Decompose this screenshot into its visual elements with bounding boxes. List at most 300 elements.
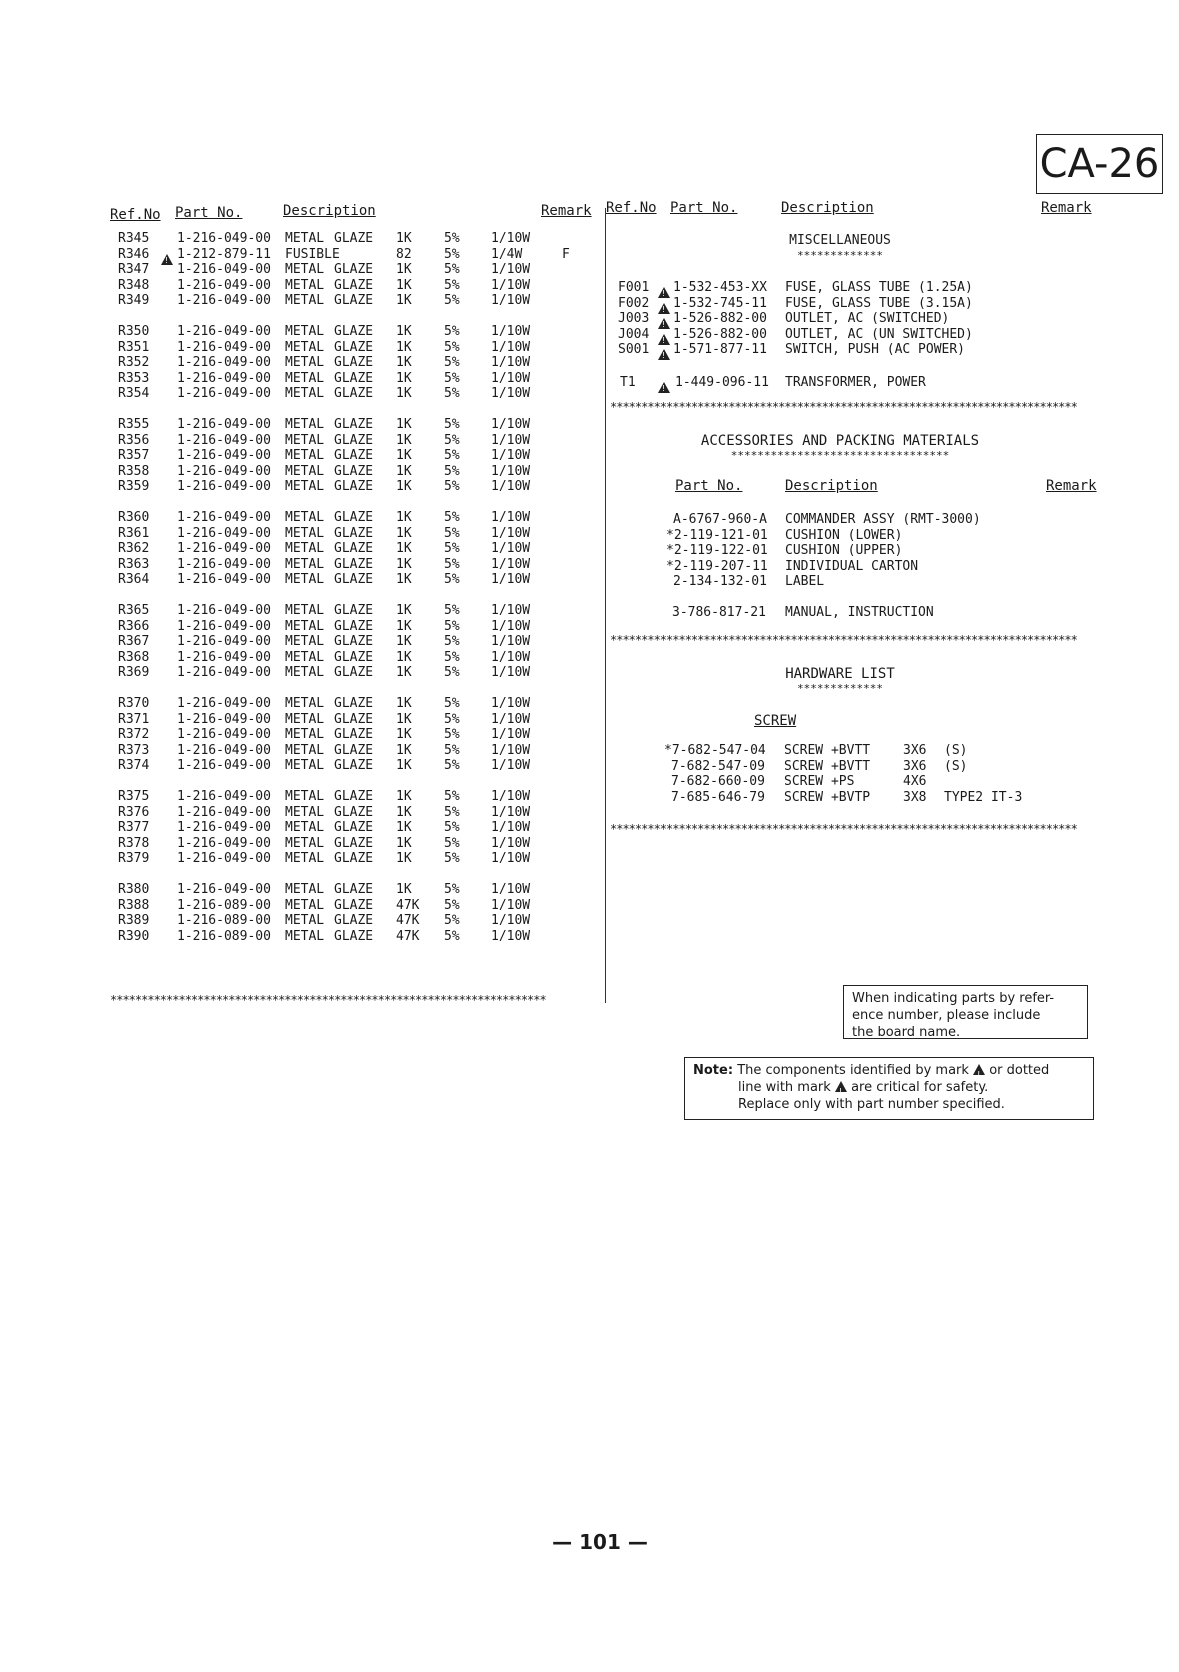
desc-2: GLAZE bbox=[334, 897, 374, 913]
tolerance: 5% bbox=[444, 649, 460, 665]
wattage: 1/10W bbox=[491, 386, 531, 402]
ref: R354 bbox=[118, 386, 150, 402]
desc-1: METAL bbox=[285, 913, 325, 929]
left-header-ref: Ref.No bbox=[110, 207, 161, 223]
desc-2: GLAZE bbox=[334, 665, 374, 681]
desc-1: METAL bbox=[285, 324, 325, 339]
value: 1K bbox=[396, 882, 412, 897]
table-row bbox=[118, 448, 608, 464]
desc: CUSHION (UPPER) bbox=[785, 543, 903, 559]
desc-2: GLAZE bbox=[334, 277, 374, 293]
desc: CUSHION (LOWER) bbox=[785, 527, 903, 543]
desc-2: GLAZE bbox=[334, 928, 374, 944]
tolerance: 5% bbox=[444, 835, 460, 851]
tolerance: 5% bbox=[444, 262, 460, 278]
value: 1K bbox=[396, 479, 412, 495]
desc-2: GLAZE bbox=[334, 634, 374, 650]
wattage: 1/10W bbox=[491, 370, 531, 386]
tolerance: 5% bbox=[444, 913, 460, 929]
ref: R367 bbox=[118, 634, 150, 650]
part: 1-571-877-11 bbox=[673, 342, 767, 358]
value: 1K bbox=[396, 324, 412, 339]
desc-1: METAL bbox=[285, 696, 325, 711]
ref: J003 bbox=[618, 311, 650, 327]
desc: SCREW +BVTT bbox=[784, 743, 871, 758]
wattage: 1/10W bbox=[491, 293, 531, 309]
part: 1-216-049-00 bbox=[177, 448, 271, 464]
table-row bbox=[118, 278, 608, 294]
tolerance: 5% bbox=[444, 665, 460, 681]
right-separator-1: *************************************************************************** bbox=[610, 400, 1077, 414]
desc-2: GLAZE bbox=[334, 804, 374, 820]
desc-1: METAL bbox=[285, 510, 325, 525]
value: 1K bbox=[396, 231, 412, 246]
note: TYPE2 IT-3 bbox=[944, 789, 1023, 805]
wattage: 1/10W bbox=[491, 262, 531, 278]
desc-1: METAL bbox=[285, 386, 325, 402]
wattage: 1/10W bbox=[491, 339, 531, 355]
desc-1: METAL bbox=[285, 277, 325, 293]
table-row bbox=[118, 479, 608, 495]
tolerance: 5% bbox=[444, 246, 460, 262]
part: 1-216-049-00 bbox=[177, 510, 271, 525]
safety-line1b: or dotted bbox=[989, 1063, 1050, 1078]
ref: R346 bbox=[118, 246, 150, 262]
ref: R390 bbox=[118, 928, 150, 944]
desc: SCREW +PS bbox=[784, 774, 855, 790]
wattage: 1/10W bbox=[491, 603, 531, 618]
ref: R372 bbox=[118, 727, 150, 743]
wattage: 1/10W bbox=[491, 913, 531, 929]
ref: F002 bbox=[618, 295, 650, 311]
tolerance: 5% bbox=[444, 634, 460, 650]
table-row bbox=[118, 743, 608, 759]
desc-1: METAL bbox=[285, 711, 325, 727]
table-row bbox=[118, 929, 608, 945]
desc: SCREW +BVTT bbox=[784, 758, 871, 774]
tolerance: 5% bbox=[444, 603, 460, 618]
table-row bbox=[118, 417, 608, 433]
acc-header-remark: Remark bbox=[1046, 478, 1097, 494]
desc: FUSE, GLASS TUBE (3.15A) bbox=[785, 295, 973, 311]
ref: R364 bbox=[118, 572, 150, 588]
desc-2: GLAZE bbox=[334, 448, 374, 464]
desc-2: GLAZE bbox=[334, 913, 374, 929]
desc-1: METAL bbox=[285, 339, 325, 355]
part: 1-216-049-00 bbox=[177, 727, 271, 743]
ref: R388 bbox=[118, 897, 150, 913]
value: 1K bbox=[396, 649, 412, 665]
part: 1-216-049-00 bbox=[177, 742, 271, 758]
desc-2: GLAZE bbox=[334, 386, 374, 402]
part: *2-119-122-01 bbox=[666, 543, 768, 559]
part: 1-216-049-00 bbox=[177, 882, 271, 897]
wattage: 1/10W bbox=[491, 897, 531, 913]
tolerance: 5% bbox=[444, 928, 460, 944]
ref: R368 bbox=[118, 649, 150, 665]
part: 1-449-096-11 bbox=[675, 375, 769, 390]
value: 1K bbox=[396, 556, 412, 572]
ref: R349 bbox=[118, 293, 150, 309]
part: 1-216-049-00 bbox=[177, 324, 271, 339]
ref: R369 bbox=[118, 665, 150, 681]
ref: T1 bbox=[620, 375, 636, 390]
safety-line1a: The components identified by mark bbox=[737, 1063, 969, 1078]
desc-1: METAL bbox=[285, 758, 325, 774]
desc-1: METAL bbox=[285, 370, 325, 386]
wattage: 1/10W bbox=[491, 525, 531, 541]
table-row bbox=[118, 324, 608, 340]
ref: R376 bbox=[118, 804, 150, 820]
part: 1-216-049-00 bbox=[177, 386, 271, 402]
table-row bbox=[118, 340, 608, 356]
desc-1: METAL bbox=[285, 262, 325, 278]
wattage: 1/10W bbox=[491, 618, 531, 634]
value: 1K bbox=[396, 804, 412, 820]
value: 1K bbox=[396, 835, 412, 851]
value: 1K bbox=[396, 432, 412, 448]
misc-row bbox=[618, 311, 1098, 327]
part: 1-216-049-00 bbox=[177, 835, 271, 851]
table-row bbox=[118, 898, 608, 914]
value: 1K bbox=[396, 525, 412, 541]
table-row bbox=[118, 557, 608, 573]
part: 1-216-049-00 bbox=[177, 293, 271, 309]
part: 1-216-049-00 bbox=[177, 851, 271, 867]
desc-2: GLAZE bbox=[334, 727, 374, 743]
ref: R357 bbox=[118, 448, 150, 464]
wattage: 1/10W bbox=[491, 277, 531, 293]
warning-icon bbox=[835, 1080, 847, 1095]
desc: SWITCH, PUSH (AC POWER) bbox=[785, 342, 966, 358]
list-item bbox=[664, 790, 1084, 806]
wattage: 1/10W bbox=[491, 510, 531, 525]
tolerance: 5% bbox=[444, 277, 460, 293]
accessories-title: ACCESSORIES AND PACKING MATERIALS bbox=[700, 433, 980, 449]
desc-2: GLAZE bbox=[334, 758, 374, 774]
value: 47K bbox=[396, 913, 420, 929]
list-item bbox=[666, 574, 1086, 590]
desc-2: GLAZE bbox=[334, 882, 374, 897]
part: 1-216-049-00 bbox=[177, 541, 271, 557]
tolerance: 5% bbox=[444, 851, 460, 867]
ref: R347 bbox=[118, 262, 150, 278]
ref: R374 bbox=[118, 758, 150, 774]
wattage: 1/10W bbox=[491, 463, 531, 479]
list-item bbox=[666, 559, 1086, 575]
desc-2: GLAZE bbox=[334, 262, 374, 278]
wattage: 1/10W bbox=[491, 417, 531, 432]
wattage: 1/10W bbox=[491, 448, 531, 464]
value: 47K bbox=[396, 928, 420, 944]
wattage: 1/10W bbox=[491, 742, 531, 758]
tolerance: 5% bbox=[444, 758, 460, 774]
wattage: 1/10W bbox=[491, 649, 531, 665]
misc-row bbox=[618, 296, 1098, 312]
desc-1: METAL bbox=[285, 649, 325, 665]
desc-2: GLAZE bbox=[334, 711, 374, 727]
hardware-title: HARDWARE LIST bbox=[785, 666, 895, 682]
list-item bbox=[666, 528, 1086, 544]
desc-2: GLAZE bbox=[334, 463, 374, 479]
acc-row-manual bbox=[672, 605, 1092, 621]
desc-1: METAL bbox=[285, 541, 325, 557]
part: 1-216-089-00 bbox=[177, 897, 271, 913]
desc-2: GLAZE bbox=[334, 339, 374, 355]
table-row bbox=[118, 805, 608, 821]
value: 1K bbox=[396, 711, 412, 727]
desc-2: GLAZE bbox=[334, 541, 374, 557]
desc-1: METAL bbox=[285, 432, 325, 448]
misc-title: MISCELLANEOUS bbox=[789, 233, 891, 248]
desc-1: METAL bbox=[285, 603, 325, 618]
wattage: 1/10W bbox=[491, 479, 531, 495]
desc-1: METAL bbox=[285, 463, 325, 479]
reference-note-box bbox=[843, 985, 1088, 1039]
safety-line2b: are critical for safety. bbox=[851, 1080, 989, 1095]
desc-1: METAL bbox=[285, 417, 325, 432]
tolerance: 5% bbox=[444, 789, 460, 804]
note: (S) bbox=[944, 758, 968, 774]
desc-1: METAL bbox=[285, 928, 325, 944]
table-row bbox=[118, 541, 608, 557]
table-row bbox=[118, 789, 608, 805]
part: 1-216-049-00 bbox=[177, 463, 271, 479]
part: 1-216-049-00 bbox=[177, 355, 271, 371]
desc-1: METAL bbox=[285, 293, 325, 309]
table-row bbox=[118, 913, 608, 929]
value: 1K bbox=[396, 510, 412, 525]
desc-1: FUSIBLE bbox=[285, 246, 340, 262]
desc-2: GLAZE bbox=[334, 618, 374, 634]
value: 1K bbox=[396, 696, 412, 711]
ref: R370 bbox=[118, 696, 150, 711]
list-item bbox=[664, 759, 1084, 775]
desc-2: GLAZE bbox=[334, 417, 374, 432]
desc-2: GLAZE bbox=[334, 649, 374, 665]
desc-2: GLAZE bbox=[334, 525, 374, 541]
table-row bbox=[118, 696, 608, 712]
tolerance: 5% bbox=[444, 293, 460, 309]
part: 2-134-132-01 bbox=[673, 574, 767, 590]
value: 1K bbox=[396, 339, 412, 355]
tolerance: 5% bbox=[444, 742, 460, 758]
tolerance: 5% bbox=[444, 618, 460, 634]
wattage: 1/10W bbox=[491, 556, 531, 572]
misc-row bbox=[618, 280, 1098, 296]
table-row bbox=[118, 231, 608, 247]
part: A-6767-960-A bbox=[673, 512, 767, 527]
ref: R380 bbox=[118, 882, 150, 897]
remark: F bbox=[562, 246, 570, 262]
value: 1K bbox=[396, 448, 412, 464]
ref: R378 bbox=[118, 835, 150, 851]
ref: R389 bbox=[118, 913, 150, 929]
table-row bbox=[118, 572, 608, 588]
tolerance: 5% bbox=[444, 556, 460, 572]
desc-1: METAL bbox=[285, 618, 325, 634]
hardware-subtitle: SCREW bbox=[754, 713, 797, 729]
desc-2: GLAZE bbox=[334, 432, 374, 448]
desc-2: GLAZE bbox=[334, 603, 374, 618]
part: 1-216-049-00 bbox=[177, 262, 271, 278]
desc-2: GLAZE bbox=[334, 355, 374, 371]
table-row bbox=[118, 603, 608, 619]
left-separator: ********************************************************************** bbox=[110, 993, 546, 1007]
value: 1K bbox=[396, 386, 412, 402]
wattage: 1/10W bbox=[491, 711, 531, 727]
wattage: 1/10W bbox=[491, 541, 531, 557]
desc: TRANSFORMER, POWER bbox=[785, 375, 926, 390]
desc-2: GLAZE bbox=[334, 231, 374, 246]
ref: R362 bbox=[118, 541, 150, 557]
right-separator-2: *************************************************************************** bbox=[610, 633, 1077, 647]
desc: MANUAL, INSTRUCTION bbox=[785, 605, 934, 620]
ref: R358 bbox=[118, 463, 150, 479]
ref: R359 bbox=[118, 479, 150, 495]
table-row bbox=[118, 355, 608, 371]
tolerance: 5% bbox=[444, 463, 460, 479]
warning-icon bbox=[658, 344, 670, 363]
tolerance: 5% bbox=[444, 510, 460, 525]
desc-2: GLAZE bbox=[334, 820, 374, 836]
part: 1-216-049-00 bbox=[177, 758, 271, 774]
desc-2: GLAZE bbox=[334, 572, 374, 588]
table-row bbox=[118, 510, 608, 526]
table-row bbox=[118, 836, 608, 852]
misc-title-stars: ************* bbox=[796, 249, 884, 262]
table-row bbox=[118, 371, 608, 387]
tolerance: 5% bbox=[444, 355, 460, 371]
value: 82 bbox=[396, 246, 412, 262]
wattage: 1/10W bbox=[491, 355, 531, 371]
ref: R371 bbox=[118, 711, 150, 727]
part: 7-685-646-79 bbox=[671, 789, 765, 805]
desc-1: METAL bbox=[285, 835, 325, 851]
wattage: 1/10W bbox=[491, 665, 531, 681]
size: 3X8 bbox=[903, 789, 927, 805]
table-row bbox=[118, 851, 608, 867]
safety-line3: Replace only with part number specified. bbox=[738, 1097, 1005, 1112]
value: 1K bbox=[396, 293, 412, 309]
table-row bbox=[118, 262, 608, 278]
part: *2-119-121-01 bbox=[666, 527, 768, 543]
wattage: 1/10W bbox=[491, 928, 531, 944]
right-header-desc: Description bbox=[781, 200, 874, 216]
ref: R345 bbox=[118, 231, 150, 246]
desc-1: METAL bbox=[285, 727, 325, 743]
value: 1K bbox=[396, 277, 412, 293]
desc-2: GLAZE bbox=[334, 851, 374, 867]
desc-2: GLAZE bbox=[334, 324, 374, 339]
tolerance: 5% bbox=[444, 882, 460, 897]
acc-header-desc: Description bbox=[785, 478, 878, 494]
wattage: 1/10W bbox=[491, 835, 531, 851]
ref: F001 bbox=[618, 280, 650, 295]
size: 3X6 bbox=[903, 758, 927, 774]
part: 1-212-879-11 bbox=[177, 246, 271, 262]
ref: J004 bbox=[618, 326, 650, 342]
desc: FUSE, GLASS TUBE (1.25A) bbox=[785, 280, 973, 295]
table-row bbox=[118, 293, 608, 309]
part: 1-216-049-00 bbox=[177, 370, 271, 386]
table-row bbox=[118, 433, 608, 449]
desc-1: METAL bbox=[285, 804, 325, 820]
tolerance: 5% bbox=[444, 572, 460, 588]
part: 1-216-049-00 bbox=[177, 804, 271, 820]
part: 1-216-049-00 bbox=[177, 603, 271, 618]
desc: SCREW +BVTP bbox=[784, 789, 871, 805]
desc-1: METAL bbox=[285, 479, 325, 495]
wattage: 1/10W bbox=[491, 851, 531, 867]
tolerance: 5% bbox=[444, 525, 460, 541]
tolerance: 5% bbox=[444, 339, 460, 355]
desc: LABEL bbox=[785, 574, 825, 590]
ref: R375 bbox=[118, 789, 150, 804]
ref: R352 bbox=[118, 355, 150, 371]
part: 1-526-882-00 bbox=[673, 326, 767, 342]
ref-note-line1: When indicating parts by refer- bbox=[852, 991, 1055, 1006]
tolerance: 5% bbox=[444, 897, 460, 913]
ref: R348 bbox=[118, 277, 150, 293]
size: 4X6 bbox=[903, 774, 927, 790]
desc-1: METAL bbox=[285, 897, 325, 913]
part: 7-682-660-09 bbox=[671, 774, 765, 790]
table-row bbox=[118, 619, 608, 635]
left-header-part: Part No. bbox=[175, 205, 243, 221]
part: 1-216-049-00 bbox=[177, 634, 271, 650]
size: 3X6 bbox=[903, 743, 927, 758]
value: 47K bbox=[396, 897, 420, 913]
tolerance: 5% bbox=[444, 370, 460, 386]
part: 1-216-049-00 bbox=[177, 820, 271, 836]
value: 1K bbox=[396, 618, 412, 634]
table-row bbox=[118, 727, 608, 743]
column-divider bbox=[605, 208, 606, 1003]
value: 1K bbox=[396, 665, 412, 681]
wattage: 1/10W bbox=[491, 804, 531, 820]
ref: R366 bbox=[118, 618, 150, 634]
ref-note-line2: ence number, please include bbox=[852, 1008, 1041, 1023]
ref-note-line3: the board name. bbox=[852, 1025, 961, 1040]
part: 1-526-882-00 bbox=[673, 311, 767, 327]
part: 1-532-453-XX bbox=[673, 280, 767, 295]
part: *7-682-547-04 bbox=[664, 743, 766, 758]
value: 1K bbox=[396, 851, 412, 867]
desc: OUTLET, AC (UN SWITCHED) bbox=[785, 326, 973, 342]
value: 1K bbox=[396, 789, 412, 804]
ref: R377 bbox=[118, 820, 150, 836]
misc-row-t1 bbox=[620, 375, 1100, 391]
desc: OUTLET, AC (SWITCHED) bbox=[785, 311, 950, 327]
part: 1-216-049-00 bbox=[177, 696, 271, 711]
part: 1-216-049-00 bbox=[177, 556, 271, 572]
left-header-remark: Remark bbox=[541, 203, 592, 219]
desc-2: GLAZE bbox=[334, 556, 374, 572]
ref: R351 bbox=[118, 339, 150, 355]
part: 1-216-049-00 bbox=[177, 479, 271, 495]
tolerance: 5% bbox=[444, 324, 460, 339]
wattage: 1/10W bbox=[491, 432, 531, 448]
warning-icon bbox=[973, 1063, 985, 1078]
wattage: 1/10W bbox=[491, 696, 531, 711]
table-row bbox=[118, 526, 608, 542]
ref: R350 bbox=[118, 324, 150, 339]
list-item bbox=[664, 743, 1084, 759]
desc-1: METAL bbox=[285, 634, 325, 650]
part: 3-786-817-21 bbox=[672, 605, 766, 620]
desc-2: GLAZE bbox=[334, 835, 374, 851]
